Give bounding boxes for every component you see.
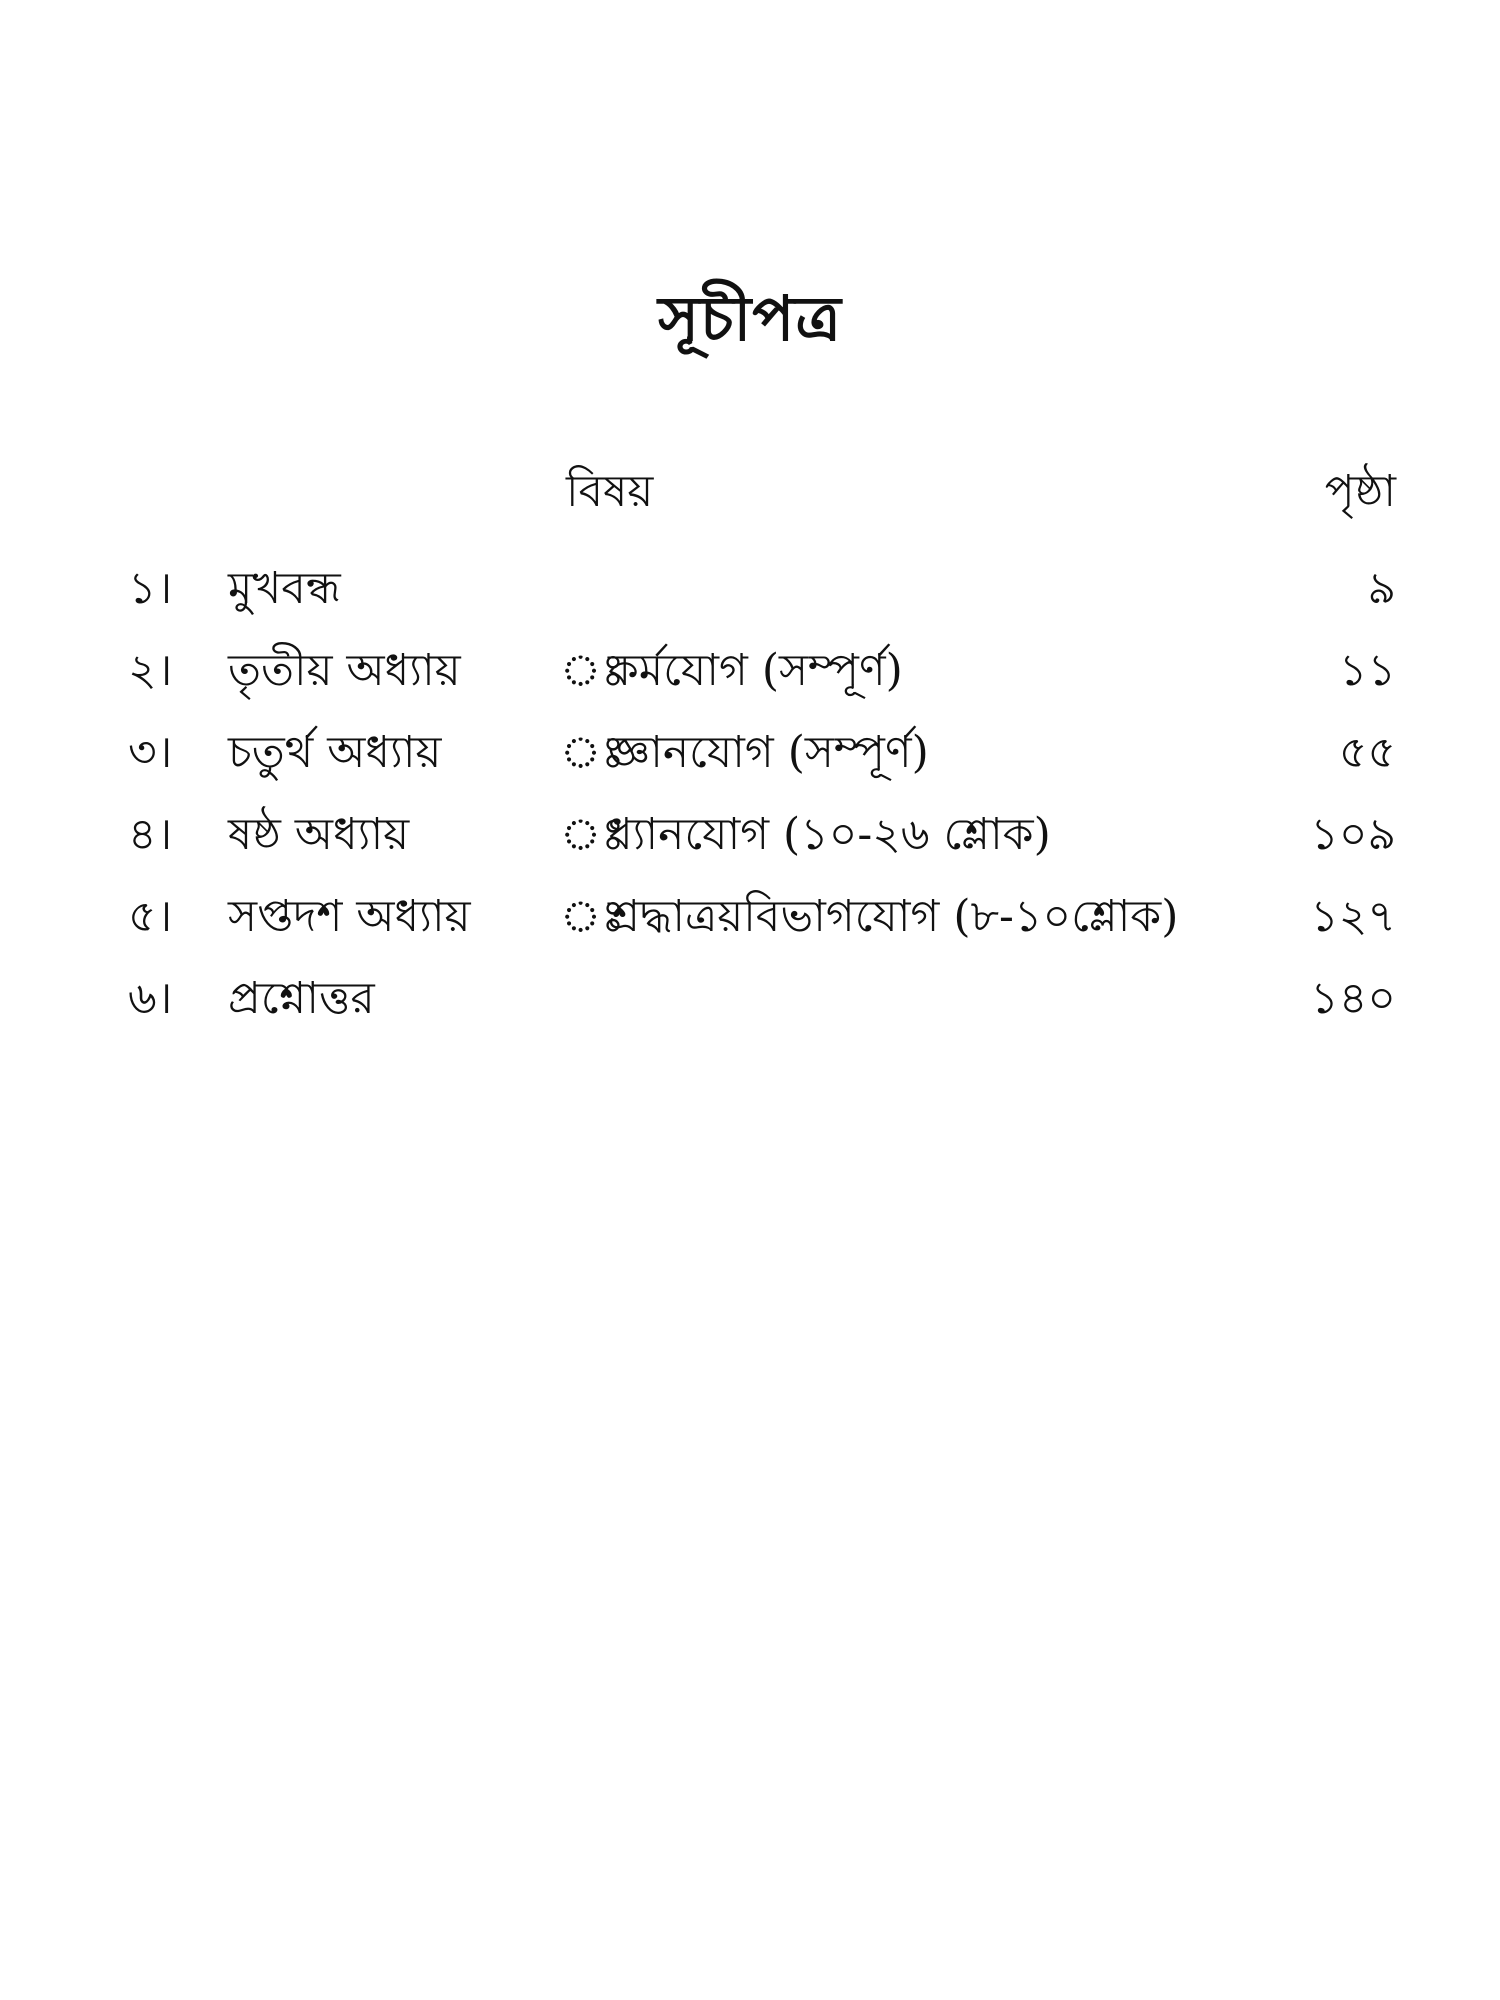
entry-number: ৪।	[128, 809, 173, 860]
entry-page-number: ১৪০	[1310, 973, 1396, 1024]
toc-row	[128, 876, 1396, 958]
entry-separator: ঃ	[560, 809, 625, 860]
entry-chapter: প্রশ্নোত্তর	[228, 973, 375, 1024]
entry-page-number: ১১	[1338, 645, 1396, 696]
entry-number: ১।	[128, 563, 173, 614]
entry-number: ২।	[128, 645, 173, 696]
toc-row	[128, 958, 1396, 1040]
entry-chapter: চতুর্থ অধ্যায়	[228, 727, 442, 778]
entry-page-number: ৯	[1367, 563, 1396, 614]
entry-chapter: সপ্তদশ অধ্যায়	[228, 891, 471, 942]
entry-number: ৩।	[128, 727, 173, 778]
page-title: সূচীপত্র	[658, 282, 842, 355]
toc-row	[128, 630, 1396, 712]
toc-row	[128, 548, 1396, 630]
toc-row	[128, 712, 1396, 794]
entry-page-number: ১২৭	[1310, 891, 1396, 942]
entry-separator: ঃ	[560, 727, 625, 778]
entry-chapter: তৃতীয় অধ্যায়	[228, 645, 461, 696]
entry-topic: জ্ঞানযোগ (সম্পূর্ণ)	[608, 727, 929, 778]
entry-chapter: ষষ্ঠ অধ্যায়	[228, 809, 410, 860]
entry-topic: কর্মযোগ (সম্পূর্ণ)	[608, 645, 903, 696]
column-header-subject: বিষয়	[566, 466, 654, 517]
entry-number: ৬।	[128, 973, 173, 1024]
entry-page-number: ৫৫	[1338, 727, 1396, 778]
entry-topic: ধ্যানযোগ (১০-২৬ শ্লোক)	[608, 809, 1051, 860]
entry-page-number: ১০৯	[1310, 809, 1396, 860]
entry-number: ৫।	[128, 891, 173, 942]
table-of-contents	[128, 548, 1396, 1040]
entry-separator: ঃ	[560, 645, 625, 696]
entry-chapter: মুখবন্ধ	[228, 563, 341, 614]
toc-row	[128, 794, 1396, 876]
entry-separator: ঃ	[560, 891, 625, 942]
entry-topic: শ্রদ্ধাত্রয়বিভাগযোগ (৮-১০শ্লোক)	[608, 891, 1179, 942]
column-header-page: পৃষ্ঠা	[1324, 466, 1396, 517]
